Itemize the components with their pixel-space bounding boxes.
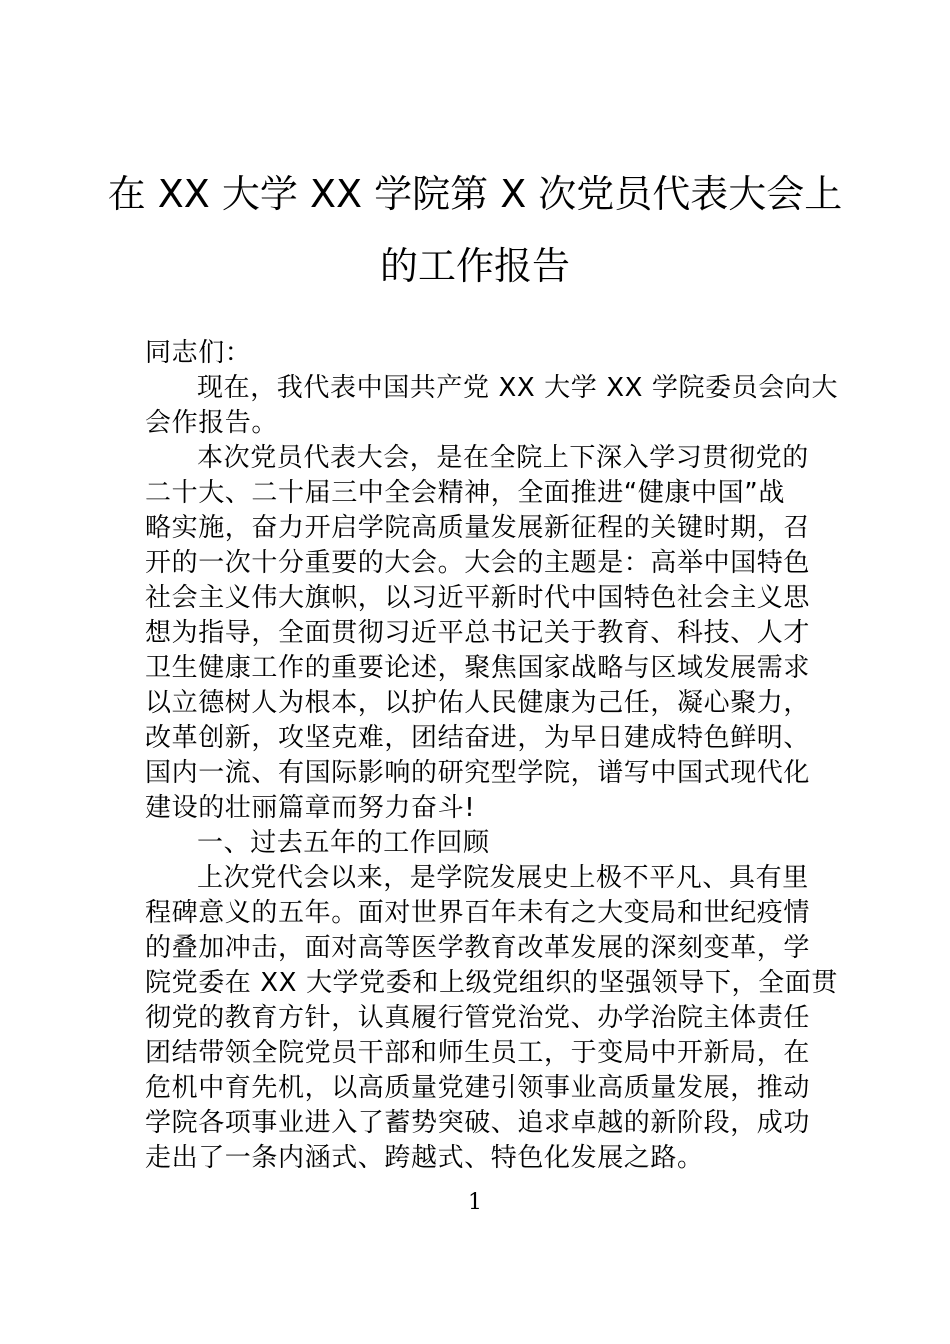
body-line: 二十大、二十届三中全会精神，全面推进“健康中国”战 [145, 478, 785, 508]
body-line: 改革创新，攻坚克难，团结奋进，为早日建成特色鲜明、 [145, 723, 811, 753]
page-number: 1 [468, 1190, 482, 1215]
body-line: 开的一次十分重要的大会。大会的主题是：高举中国特色 [145, 548, 811, 578]
salutation: 同志们： [145, 338, 252, 368]
document-title-line-2: 的工作报告 [379, 244, 570, 288]
body-line: 现在，我代表中国共产党 XX 大学 XX 学院委员会向大 [197, 373, 839, 403]
body-line: 走出了一条内涵式、跨越式、特色化发展之路。 [145, 1143, 704, 1173]
body-line: 学院各项事业进入了蓄势突破、追求卓越的新阶段，成功 [145, 1108, 811, 1138]
body-line: 想为指导，全面贯彻习近平总书记关于教育、科技、人才 [145, 618, 811, 648]
body-line: 略实施，奋力开启学院高质量发展新征程的关键时期，召 [145, 513, 811, 543]
body-line: 社会主义伟大旗帜，以习近平新时代中国特色社会主义思 [145, 583, 811, 613]
body-line: 的叠加冲击，面对高等医学教育改革发展的深刻变革，学 [145, 933, 811, 963]
document-title-line-1: 在 XX 大学 XX 学院第 X 次党员代表大会上 [107, 172, 843, 216]
body-line: 危机中育先机，以高质量党建引领事业高质量发展，推动 [145, 1073, 811, 1103]
body-line: 会作报告。 [145, 408, 279, 438]
body-line: 本次党员代表大会，是在全院上下深入学习贯彻党的 [197, 443, 809, 473]
body-line: 程碑意义的五年。面对世界百年未有之大变局和世纪疫情 [145, 898, 811, 928]
body-line: 建设的壮丽篇章而努力奋斗! [145, 793, 476, 823]
body-line: 以立德树人为根本，以护佑人民健康为己任，凝心聚力， [145, 688, 811, 718]
body-line: 彻党的教育方针，认真履行管党治党、办学治院主体责任 [145, 1003, 811, 1033]
section-heading: 一、过去五年的工作回顾 [197, 828, 490, 858]
body-line: 团结带领全院党员干部和师生员工，于变局中开新局，在 [145, 1038, 811, 1068]
body-line: 院党委在 XX 大学党委和上级党组织的坚强领导下，全面贯 [145, 968, 838, 998]
body-line: 上次党代会以来，是学院发展史上极不平凡、具有里 [197, 863, 809, 893]
body-line: 国内一流、有国际影响的研究型学院，谱写中国式现代化 [145, 758, 811, 788]
body-line: 卫生健康工作的重要论述，聚焦国家战略与区域发展需求 [145, 653, 811, 683]
